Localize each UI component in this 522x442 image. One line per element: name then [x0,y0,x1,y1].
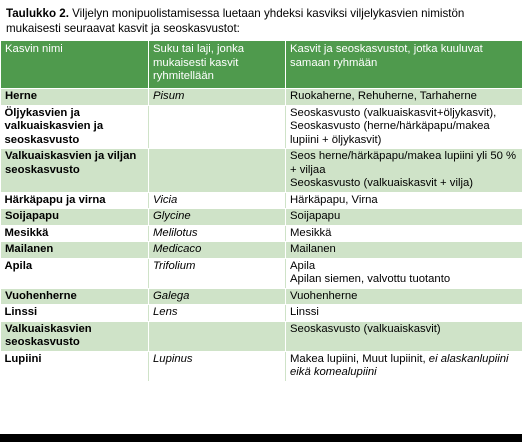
plant-name: Lupiini [1,351,149,381]
bottom-edge-bar [0,434,522,442]
group-members [286,258,522,288]
header-group-members: Kasvit ja seoskasvustot, jotka kuuluvat samaan ryhmään [286,41,522,89]
plant-genus: Medicaco [149,242,286,259]
plant-name: Herne [1,89,149,106]
group-members [286,288,522,305]
plant-genus [149,149,286,193]
table-row [1,149,522,193]
plant-genus: Lens [149,305,286,322]
plant-name: Öljykasvien ja valkuaiskasvien ja seoskasvusto [1,105,149,149]
table-row [1,258,522,288]
group-members [286,209,522,226]
table-row [1,225,522,242]
member-line: Vuohenherne [290,289,358,302]
group-members [286,105,522,149]
member-line: Linssi [290,306,319,318]
table-row [1,209,522,226]
plant-grouping-table [0,40,522,382]
group-members [286,351,522,381]
plant-genus: Trifolium [149,258,286,288]
table-row [1,242,522,259]
caption-text: Viljelyn monipuolistamisessa luetaan yhdeksi kasviksi viljelykasvien nimistön mukaisesti seuraavat kasvit ja seoskasvustot: [6,7,465,35]
member-line: Seoskasvusto (herne/härkäpapu/makea lupiini + öljykasvit) [290,120,490,146]
member-line: Apila [290,259,316,272]
group-members [286,321,522,351]
plant-genus [149,321,286,351]
member-line: Mailanen [290,243,336,255]
member-line: Seos herne/härkäpapu/makea lupiini yli 50 % + viljaa [290,150,517,176]
member-line: Härkäpapu, Virna [290,193,378,206]
member-line: Seoskasvusto (valkuaiskasvit) [290,322,441,335]
group-members [286,89,522,106]
plant-genus [149,105,286,149]
plant-name: Mesikkä [1,225,149,242]
table-caption [6,6,516,36]
header-genus: Suku tai laji, jonka mukaisesti kasvit ryhmitellään [149,41,286,89]
member-line: Ruokaherne, Rehuherne, Tarhaherne [290,90,477,102]
member-line: Mesikkä [290,226,332,239]
plant-name: Vuohenherne [1,288,149,305]
group-members [286,225,522,242]
group-members [286,192,522,209]
header-plant-name: Kasvin nimi [1,41,149,89]
plant-genus: Glycine [149,209,286,226]
plant-name: Härkäpapu ja virna [1,192,149,209]
table-row [1,321,522,351]
group-members [286,305,522,322]
plant-name: Mailanen [1,242,149,259]
member-line: Seoskasvusto (valkuaiskasvit+öljykasvit), [290,106,497,119]
plant-genus: Lupinus [149,351,286,381]
member-line: Apilan siemen, valvottu tuotanto [290,273,451,285]
table-row [1,305,522,322]
table-row [1,351,522,381]
plant-genus: Melilotus [149,225,286,242]
group-members [286,149,522,193]
plant-genus: Vicia [149,192,286,209]
plant-name: Valkuaiskasvien seoskasvusto [1,321,149,351]
table-row [1,89,522,106]
table-row [1,105,522,149]
plant-name: Apila [1,258,149,288]
group-members [286,242,522,259]
table-row [1,192,522,209]
table-header-row [1,41,522,89]
plant-name: Valkuaiskasvien ja viljan seoskasvusto [1,149,149,193]
plant-genus: Galega [149,288,286,305]
plant-name: Soijapapu [1,209,149,226]
member-line: Seoskasvusto (valkuaiskasvit + vilja) [290,177,474,189]
table-row [1,288,522,305]
plant-genus: Pisum [149,89,286,106]
caption-label: Taulukko 2. [6,7,69,20]
member-line: Soijapapu [290,210,341,222]
member-line-italic: ei alaskanlupiini eikä komealupiini [290,352,509,378]
member-line: Makea lupiini, Muut lupiinit, [290,352,426,365]
plant-name: Linssi [1,305,149,322]
